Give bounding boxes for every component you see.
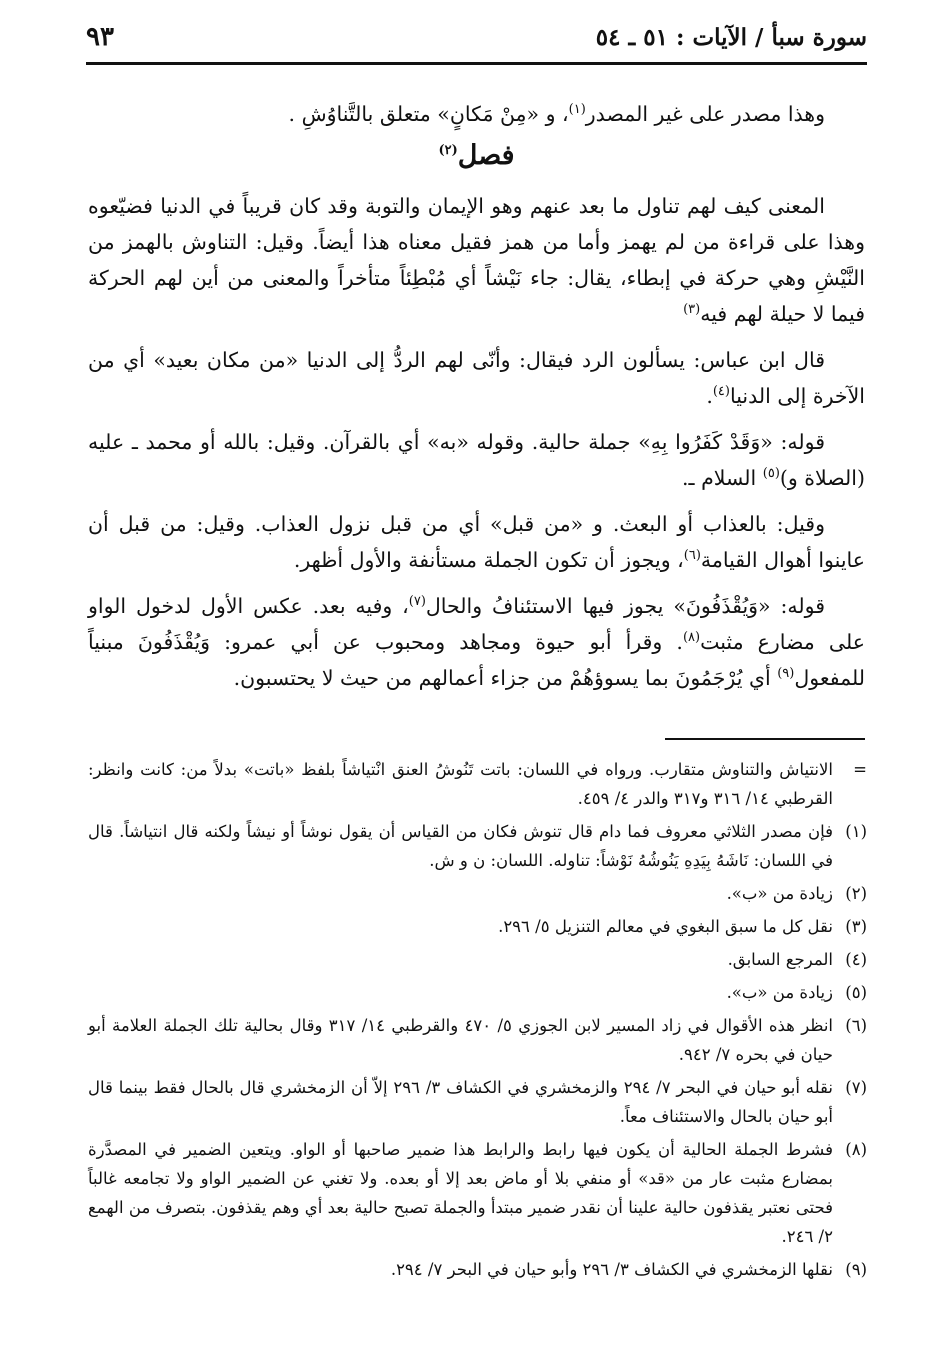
paragraph-4 xyxy=(88,506,865,578)
paragraph-opening-line xyxy=(88,96,865,132)
footnote-ref-2: (٢) xyxy=(438,143,458,158)
footnote-9 xyxy=(88,1255,867,1284)
running-header xyxy=(86,18,867,65)
paragraph-5-part-1: قوله: «وَيُقْذَفُونَ» يجوز فيها الاستئنافُ والحال xyxy=(425,594,826,618)
footnote-5 xyxy=(88,978,867,1007)
footnote-4 xyxy=(88,945,867,974)
footnote-marker: (٧) xyxy=(845,1078,867,1097)
footnote-text: زيادة من «ب». xyxy=(726,884,833,903)
footnote-marker: (٥) xyxy=(845,983,867,1002)
footnote-1 xyxy=(88,817,867,875)
footnote-marker: (٣) xyxy=(845,917,867,936)
footnote-marker: (٨) xyxy=(845,1140,867,1159)
footnote-7 xyxy=(88,1073,867,1131)
footnote-text: المرجع السابق. xyxy=(727,950,833,969)
running-header-title: سورة سبأ / الآيات : ٥١ ـ ٥٤ xyxy=(595,24,867,51)
footnote-text: نقلها الزمخشري في الكشاف ٣/ ٢٩٦ وأبو حيان في البحر ٧/ ٢٩٤. xyxy=(390,1260,833,1279)
footnote-marker: (٩) xyxy=(845,1260,867,1279)
main-text xyxy=(88,96,865,706)
footnote-text: نقله أبو حيان في البحر ٧/ ٢٩٤ والزمخشري في الكشاف ٣/ ٢٩٦ إلاّ أن الزمخشري قال بالحال فقط بينما قال أبو حيان بالحال والاستئناف معاً. xyxy=(88,1078,833,1126)
footnote-ref-3: (٣) xyxy=(683,302,701,318)
footnote-text: فإن مصدر الثلاثي معروف فما دام قال تنوش فكان من القياس أن يقول نوشاً أو نيشاً ولكنه قال انتياشاً. قال في اللسان: نَاشَهُ بِيَدِهِ يَنُوشُهُ نَوْشاً: تناوله. اللسان: ن و ش. xyxy=(88,822,833,870)
footnote-text: انظر هذه الأقوال في زاد المسير لابن الجوزي ٥/ ٤٧٠ والقرطبي ١٤/ ٣١٧ وقال بحالية تلك الجملة العلامة أبو حيان في بحره ٧/ ٩٤٢. xyxy=(88,1016,834,1064)
opening-text-a: وهذا مصدر على غير المصدر xyxy=(585,102,825,126)
footnote-ref-6: (٦) xyxy=(683,548,701,564)
opening-text-b: ، و «مِنْ مَكانٍ» متعلق بالتَّناوُشِ . xyxy=(288,102,569,126)
section-heading-text: فصل xyxy=(457,140,515,171)
paragraph-5-part-3: . وقرأ أبو حيوة ومجاهد ومحبوب عن أبي عمرو: وَيُقْذَفُونَ مبنياً للمفعول xyxy=(88,630,865,690)
footnote-text: فشرط الجملة الحالية أن يكون فيها رابط والرابط هذا ضمير صاحبها أو الواو. ويتعين الضمير في المصدَّرة بمضارع مثبت عار من «قد» أو منفي بلا أو ماض بعد إلا أو بعده. ولا تغني عن الضمير الواو ولا تجامعه غالباً فحتى نعتبر يقذفون حالية علينا أن نقدر ضمير مبتدأ والجملة تصبح حالية بعد أي وهم يقذفون. بتصرف من الهمع ٢/ ٢٤٦. xyxy=(88,1140,833,1246)
footnote-ref-5: (٥) xyxy=(762,466,780,482)
paragraph-1-text: المعنى كيف لهم تناول ما بعد عنهم وهو الإيمان والتوبة وقد كان قريباً في الدنيا فضيّعوه وهذا على قراءة من لم يهمز وأما من همز فقيل معناه هذا أيضاً. وقيل: التناوش بالهمز من النَّيْشِ وهي حركة في إبطاء، يقال: جاء نَيْشاً أي مُبْطِئاً متأخراً والمعنى من أين لهم الحركة فيما لا حيلة لهم فيه xyxy=(88,194,865,326)
footnote-marker: (٦) xyxy=(845,1016,867,1035)
paragraph-3-text: قوله: «وَقَدْ كَفَرُوا بِهِ» جملة حالية. وقوله «به» أي بالقرآن. وقيل: بالله أو محمد ـ عليه (الصلاة و) xyxy=(88,430,865,490)
paragraph-3-end: السلام ـ. xyxy=(682,466,763,490)
footnote-continued xyxy=(88,755,867,813)
paragraph-3 xyxy=(88,424,865,496)
footnote-text: زيادة من «ب». xyxy=(726,983,833,1002)
paragraph-5-part-4: أي يُرْجَمُونَ بما يسوؤهُمْ من جزاء أعمالهم من حيث لا يحتسبون. xyxy=(233,666,778,690)
paragraph-5-part-2: ، وفيه بعد. عكس الأول لدخول الواو على مضارع مثبت xyxy=(88,594,865,654)
paragraph-5 xyxy=(88,588,865,696)
footnote-marker: (٢) xyxy=(845,884,867,903)
paragraph-2-text: قال ابن عباس: يسألون الرد فيقال: وأنّى لهم الردُّ إلى الدنيا «من مكان بعيد» أي من الآخرة إلى الدنيا xyxy=(88,348,865,408)
footnote-text: نقل كل ما سبق البغوي في معالم التنزيل ٥/ ٢٩٦. xyxy=(498,917,833,936)
footnotes xyxy=(88,755,867,1288)
paragraph-4-end: ، ويجوز أن تكون الجملة مستأنفة والأول أظهر. xyxy=(293,548,684,572)
footnote-3 xyxy=(88,912,867,941)
footnote-2 xyxy=(88,879,867,908)
footnote-marker: (٤) xyxy=(845,950,867,969)
footnote-ref-8: (٨) xyxy=(682,630,701,646)
footnote-ref-9: (٩) xyxy=(777,666,795,682)
page-number: ٩٣ xyxy=(86,22,114,52)
footnote-8 xyxy=(88,1135,867,1251)
footnote-marker: = xyxy=(853,760,867,779)
footnote-ref-4: (٤) xyxy=(712,384,730,400)
section-heading xyxy=(88,136,865,176)
paragraph-1 xyxy=(88,188,865,332)
footnote-6 xyxy=(88,1011,867,1069)
footnote-ref-7: (٧) xyxy=(408,594,426,610)
footnote-separator xyxy=(665,738,865,740)
paragraph-2 xyxy=(88,342,865,414)
footnote-text: الانتياش والتناوش متقارب. ورواه في اللسان: باتت تَنُوشُ العنق انْتياشاً بلفظ «باتت» بدلاً من: كانت وانظر: القرطبي ١٤/ ٣١٦ و٣١٧ والدر ٤/ ٤٥٩. xyxy=(88,760,833,808)
paragraph-2-end: . xyxy=(706,384,713,408)
footnote-ref-1: (١) xyxy=(568,102,586,118)
paragraph-4-text: وقيل: بالعذاب أو البعث. و «من قبل» أي من قبل نزول العذاب. وقيل: من قبل أن عاينوا أهوال القيامة xyxy=(88,512,865,572)
footnote-marker: (١) xyxy=(845,822,867,841)
